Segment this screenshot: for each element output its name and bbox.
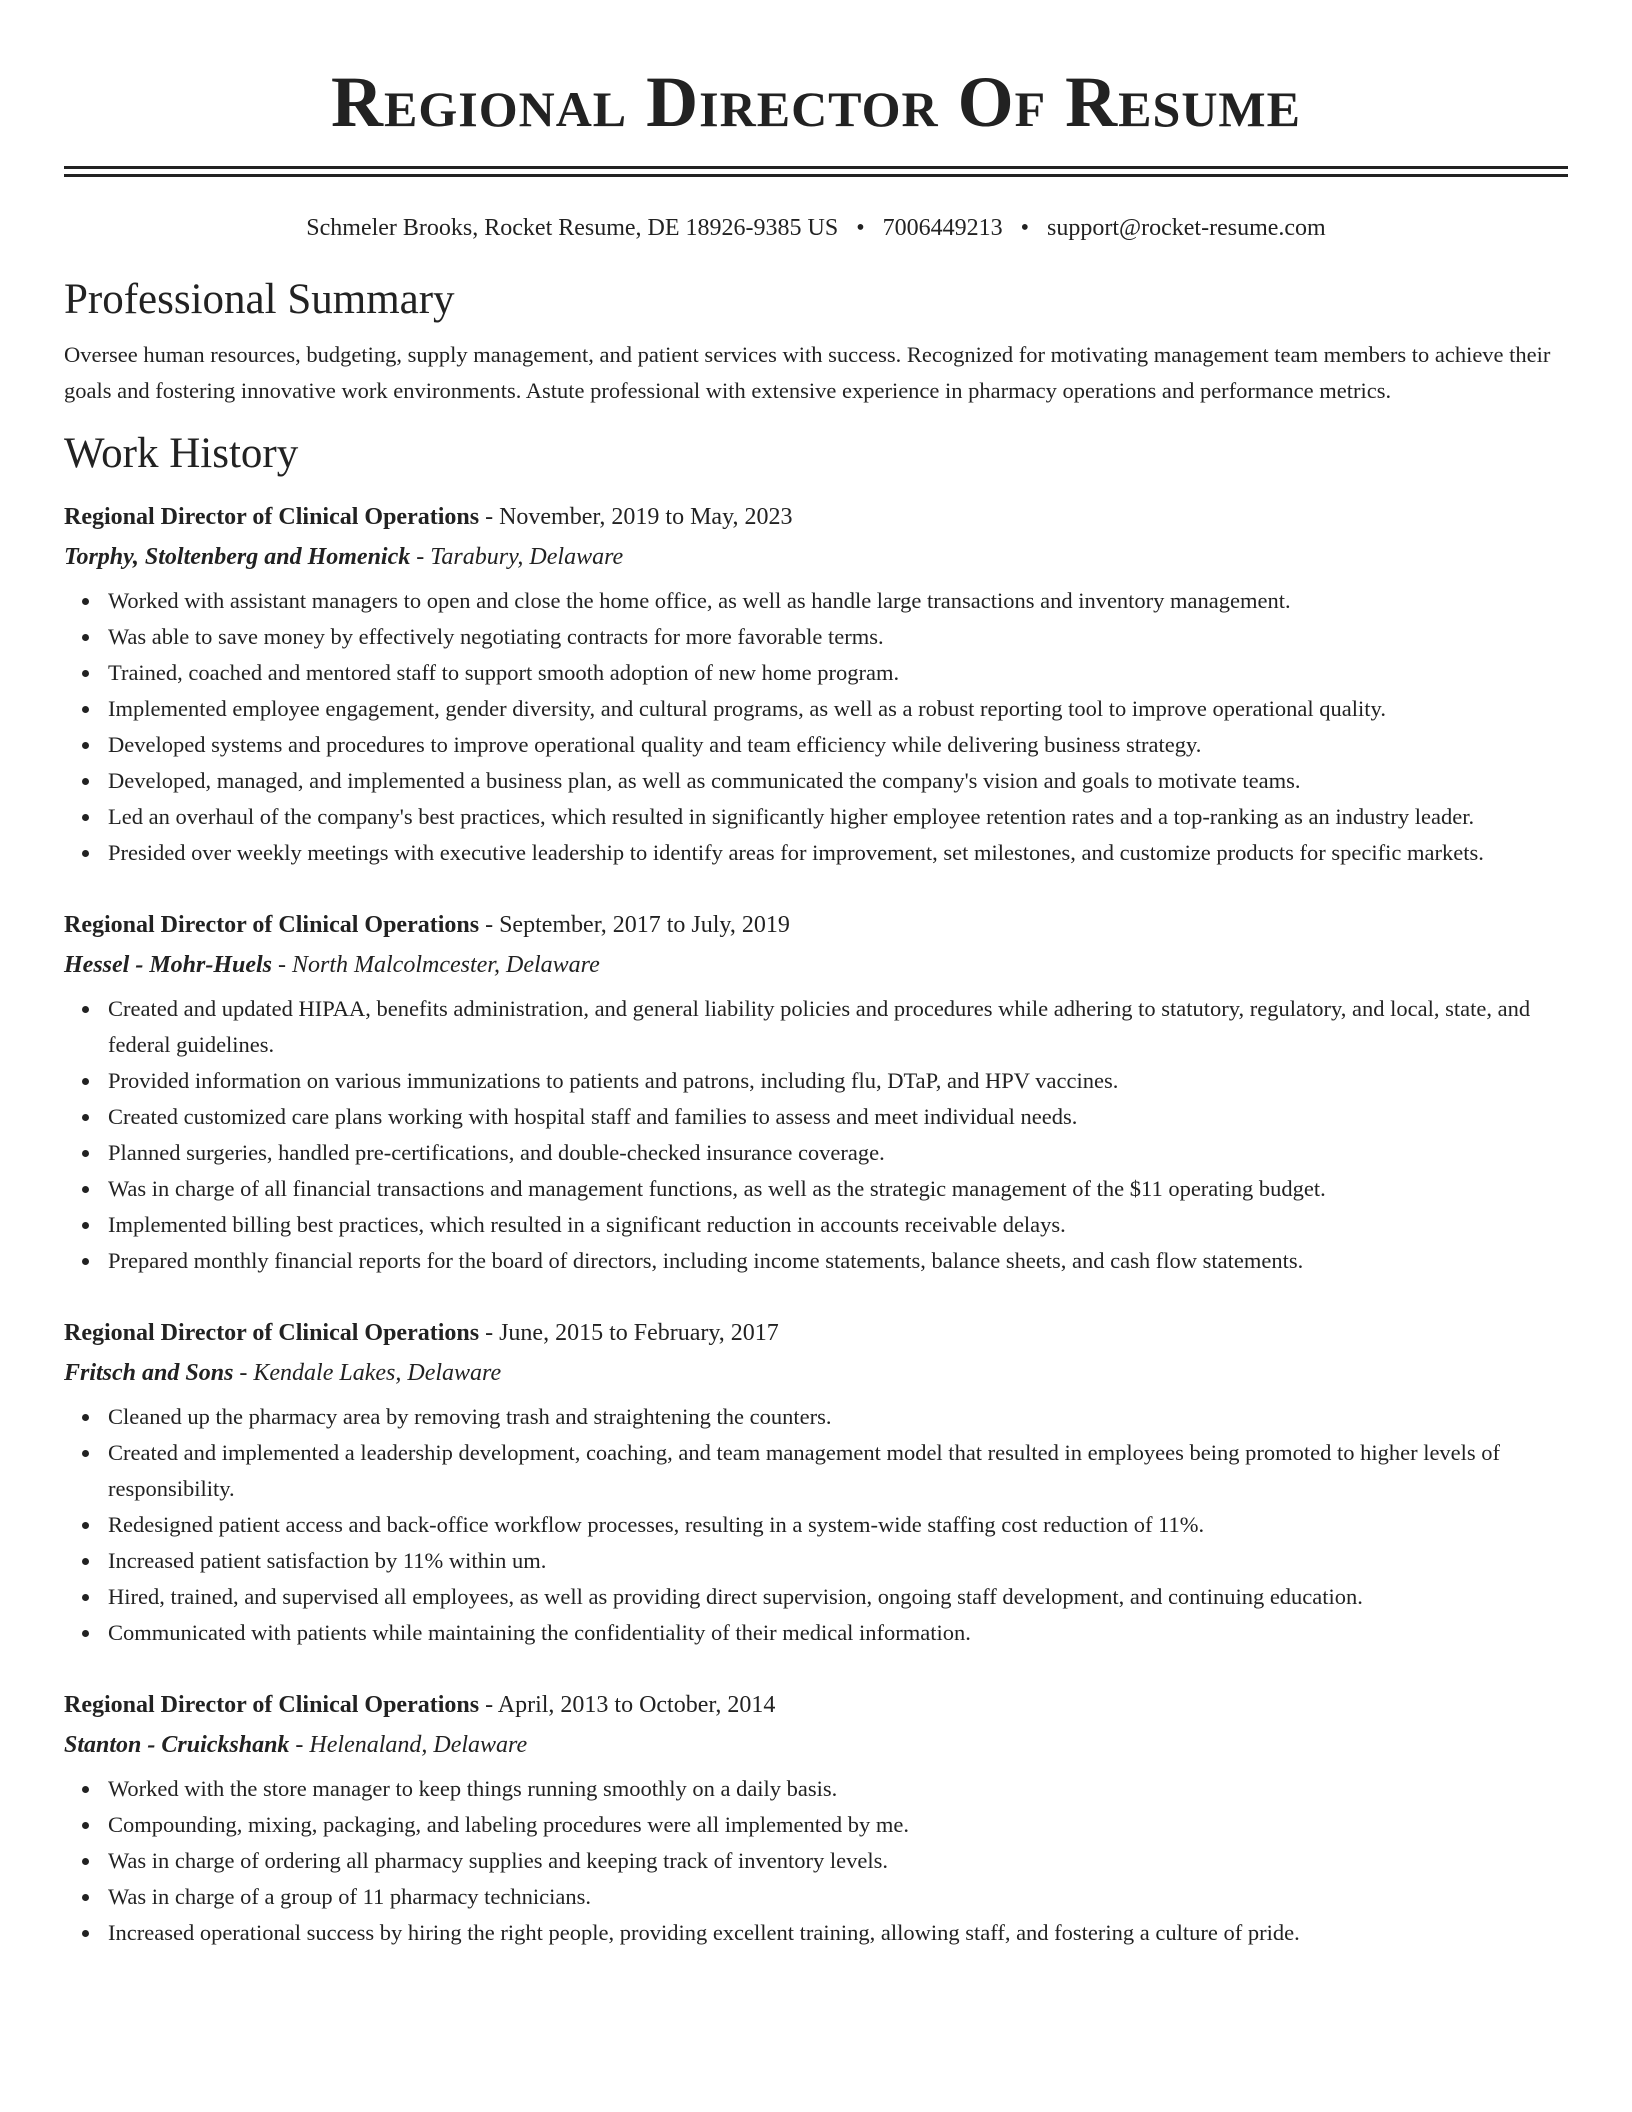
job-bullet: Compounding, mixing, packaging, and labeling procedures were all implemented by me. bbox=[108, 1807, 1568, 1843]
job-bullet: Hired, trained, and supervised all employees, as well as providing direct supervision, ongoing staff development, and continuing education. bbox=[108, 1579, 1568, 1615]
job-location: - Tarabury, Delaware bbox=[410, 544, 624, 570]
job-bullet: Developed, managed, and implemented a business plan, as well as communicated the company's vision and goals to motivate teams. bbox=[108, 763, 1568, 799]
job-bullet: Redesigned patient access and back-office workflow processes, resulting in a system-wide staffing cost reduction of 11%. bbox=[108, 1507, 1568, 1543]
job-bullet: Led an overhaul of the company's best practices, which resulted in significantly higher employee retention rates and a top-ranking as an industry leader. bbox=[108, 799, 1568, 835]
resume-page bbox=[64, 0, 1568, 1951]
job-dates: - November, 2019 to May, 2023 bbox=[479, 504, 793, 530]
job-bullet: Increased operational success by hiring the right people, providing excellent training, allowing staff, and fostering a culture of pride. bbox=[108, 1915, 1568, 1951]
summary-heading: Professional Summary bbox=[64, 276, 455, 323]
title-divider bbox=[64, 166, 1568, 177]
resume-title: Regional Director Of Resume bbox=[331, 62, 1301, 142]
job-company: Fritsch and Sons bbox=[64, 1360, 234, 1386]
work-history-list bbox=[64, 497, 1568, 1951]
job-title: Regional Director of Clinical Operations bbox=[64, 912, 480, 938]
contact-line bbox=[64, 213, 1568, 243]
job-bullet: Provided information on various immunizations to patients and patrons, including flu, DTaP, and HPV vaccines. bbox=[108, 1063, 1568, 1099]
job-bullet: Created customized care plans working with hospital staff and families to assess and meet individual needs. bbox=[108, 1099, 1568, 1135]
job-bullet: Was in charge of a group of 11 pharmacy technicians. bbox=[108, 1879, 1568, 1915]
work-history-heading: Work History bbox=[64, 430, 299, 477]
job-title-line bbox=[64, 1685, 1568, 1725]
job-company: Stanton - Cruickshank bbox=[64, 1732, 290, 1758]
job-location: - Kendale Lakes, Delaware bbox=[233, 1360, 502, 1386]
contact-phone: 7006449213 bbox=[882, 215, 1003, 241]
job-location: - Helenaland, Delaware bbox=[289, 1732, 528, 1758]
job-entry bbox=[64, 905, 1568, 1279]
contact-email: support@rocket-resume.com bbox=[1047, 215, 1326, 241]
job-bullet: Was in charge of all financial transactions and management functions, as well as the strategic management of the $11 operating budget. bbox=[108, 1171, 1568, 1207]
job-company-line bbox=[64, 945, 1568, 985]
job-bullet: Developed systems and procedures to improve operational quality and team efficiency while delivering business strategy. bbox=[108, 727, 1568, 763]
job-company-line bbox=[64, 1725, 1568, 1765]
job-company: Hessel - Mohr-Huels bbox=[64, 952, 273, 978]
job-title: Regional Director of Clinical Operations bbox=[64, 1320, 480, 1346]
job-entry bbox=[64, 497, 1568, 871]
job-bullets bbox=[64, 583, 1568, 871]
job-bullet: Created and updated HIPAA, benefits administration, and general liability policies and procedures while adhering to statutory, regulatory, and local, state, and federal guidelines. bbox=[108, 991, 1568, 1063]
contact-separator: • bbox=[856, 215, 865, 241]
job-bullet: Was able to save money by effectively negotiating contracts for more favorable terms. bbox=[108, 619, 1568, 655]
job-bullet: Prepared monthly financial reports for the board of directors, including income statements, balance sheets, and cash flow statements. bbox=[108, 1243, 1568, 1279]
job-bullet: Implemented billing best practices, which resulted in a significant reduction in accounts receivable delays. bbox=[108, 1207, 1568, 1243]
job-bullet: Worked with the store manager to keep things running smoothly on a daily basis. bbox=[108, 1771, 1568, 1807]
job-bullet: Was in charge of ordering all pharmacy supplies and keeping track of inventory levels. bbox=[108, 1843, 1568, 1879]
job-title-line bbox=[64, 497, 1568, 537]
contact-address: Schmeler Brooks, Rocket Resume, DE 18926-9385 US bbox=[306, 215, 839, 241]
job-bullets bbox=[64, 1399, 1568, 1651]
job-location: - North Malcolmcester, Delaware bbox=[272, 952, 600, 978]
job-dates: - April, 2013 to October, 2014 bbox=[479, 1692, 776, 1718]
job-bullet: Planned surgeries, handled pre-certifications, and double-checked insurance coverage. bbox=[108, 1135, 1568, 1171]
job-title: Regional Director of Clinical Operations bbox=[64, 1692, 480, 1718]
job-entry bbox=[64, 1685, 1568, 1951]
job-bullet: Worked with assistant managers to open and close the home office, as well as handle large transactions and inventory management. bbox=[108, 583, 1568, 619]
job-dates: - June, 2015 to February, 2017 bbox=[479, 1320, 779, 1346]
job-bullet: Communicated with patients while maintaining the confidentiality of their medical information. bbox=[108, 1615, 1568, 1651]
job-title-line bbox=[64, 1313, 1568, 1353]
job-company: Torphy, Stoltenberg and Homenick bbox=[64, 544, 411, 570]
job-bullet: Created and implemented a leadership development, coaching, and team management model that resulted in employees being promoted to higher levels of responsibility. bbox=[108, 1435, 1568, 1507]
job-entry bbox=[64, 1313, 1568, 1651]
job-title: Regional Director of Clinical Operations bbox=[64, 504, 480, 530]
job-bullet: Implemented employee engagement, gender diversity, and cultural programs, as well as a robust reporting tool to improve operational quality. bbox=[108, 691, 1568, 727]
summary-text: Oversee human resources, budgeting, supply management, and patient services with success. Recognized for motivating management team members to achieve their goals and fostering innovative work environments. Astute professional with extensive experience in pharmacy operations and performance metrics. bbox=[64, 342, 1551, 403]
job-bullet: Increased patient satisfaction by 11% within um. bbox=[108, 1543, 1568, 1579]
job-dates: - September, 2017 to July, 2019 bbox=[479, 912, 790, 938]
job-company-line bbox=[64, 537, 1568, 577]
contact-separator: • bbox=[1020, 215, 1030, 241]
job-bullet: Presided over weekly meetings with executive leadership to identify areas for improvement, set milestones, and customize products for specific markets. bbox=[108, 835, 1568, 871]
job-bullet: Trained, coached and mentored staff to support smooth adoption of new home program. bbox=[108, 655, 1568, 691]
job-bullets bbox=[64, 1771, 1568, 1951]
job-title-line bbox=[64, 905, 1568, 945]
job-bullets bbox=[64, 991, 1568, 1279]
job-company-line bbox=[64, 1353, 1568, 1393]
job-bullet: Cleaned up the pharmacy area by removing trash and straightening the counters. bbox=[108, 1399, 1568, 1435]
